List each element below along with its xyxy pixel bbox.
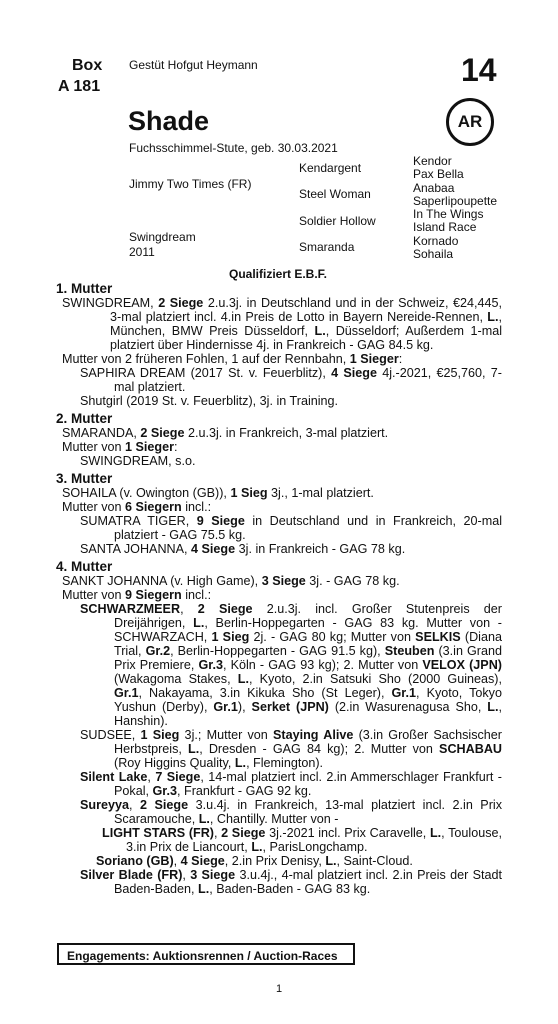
- winners: 1 Sieger: [349, 352, 399, 366]
- breeder-name: Gestüt Hofgut Heymann: [129, 58, 258, 72]
- horse-name: Soriano (GB): [96, 854, 174, 868]
- text: , Baden-Baden - GAG 83 kg.: [209, 882, 371, 896]
- text: ),: [237, 700, 252, 714]
- produce-shutgirl: Shutgirl (2019 St. v. Feuerblitz), 3j. in Training.: [80, 394, 339, 408]
- text: , Kyoto, 2.in Satsuki Sho (2000 Guineas),: [248, 672, 502, 686]
- text: , Flemington).: [246, 756, 324, 770]
- horse-name: Silent Lake: [80, 770, 148, 784]
- text: SOHAILA (v. Owington (GB)),: [62, 486, 231, 500]
- pedigree-dam: Swingdream: [129, 230, 196, 244]
- horse-name: Serket (JPN): [251, 700, 329, 714]
- pedigree-sire-dam: Steel Woman: [299, 187, 371, 201]
- text: 4j.-2021, €25,760, 7-mal platziert.: [114, 366, 502, 394]
- text: incl.:: [181, 500, 212, 514]
- listed-mark: L.: [237, 672, 249, 686]
- listed-mark: L.: [487, 700, 499, 714]
- engagements-box: Engagements: Auktionsrennen / Auction-Races: [57, 943, 355, 965]
- pedigree-gen3-5: In The Wings: [413, 207, 484, 221]
- text: 3j.-2021 incl. Prix Caravelle,: [265, 826, 430, 840]
- wins: 9 Siege: [196, 514, 245, 528]
- produce-schwarzmeer: [56, 602, 502, 728]
- group-mark: Gr.1: [213, 700, 238, 714]
- qualification: Qualifiziert E.B.F.: [229, 267, 328, 281]
- text: , München, BMW Preis Düsseldorf,: [110, 310, 502, 338]
- wins: 2 Siege: [197, 602, 253, 616]
- text: , Chantilly. Mutter von -: [209, 812, 339, 826]
- wins: 1 Sieg: [140, 728, 180, 742]
- text: , Berlin-Hoppegarten - GAG 91.5 kg),: [170, 644, 385, 658]
- text: ,: [129, 798, 140, 812]
- text: , Toulouse, 3.in Prix de Liancourt,: [126, 826, 503, 854]
- group-mark: Gr.1: [114, 686, 139, 700]
- listed-mark: L.: [198, 812, 210, 826]
- text: ,: [180, 602, 198, 616]
- first-dam-record: [56, 296, 502, 352]
- pedigree-gen3-2: Pax Bella: [413, 167, 464, 181]
- produce-santa-johanna: [56, 542, 502, 556]
- text: ,: [214, 826, 222, 840]
- text: incl.:: [181, 588, 212, 602]
- listed-mark: L.: [198, 882, 210, 896]
- text: , Frankfurt - GAG 92 kg.: [177, 784, 312, 798]
- pedigree-dam-dam: Smaranda: [299, 240, 355, 254]
- horse-name: Sureyya: [80, 798, 130, 812]
- wins: 1 Sieg: [230, 486, 268, 500]
- text: , 2.in Prix Denisy,: [224, 854, 326, 868]
- text: (3.in Grand Prix Premiere,: [114, 644, 502, 672]
- text: 3j.; Mutter von: [179, 728, 274, 742]
- text: ,: [173, 854, 181, 868]
- second-dam-record: [56, 426, 502, 440]
- listed-mark: L.: [234, 756, 247, 770]
- section-heading-1: 1. Mutter: [56, 281, 113, 296]
- text: SUDSEE,: [80, 728, 141, 742]
- wins: 4 Siege: [180, 854, 225, 868]
- page-number: 1: [276, 983, 283, 995]
- pedigree-sire-sire: Kendargent: [299, 161, 362, 175]
- section-heading-2: 2. Mutter: [56, 411, 113, 426]
- wins: 3 Siege: [261, 574, 306, 588]
- wins: 2 Siege: [140, 798, 189, 812]
- text: 3j., 1-mal platziert.: [267, 486, 374, 500]
- lot-number: 14: [461, 52, 497, 88]
- text: 3j. in Frankreich - GAG 78 kg.: [235, 542, 406, 556]
- pedigree-dam-year: 2011: [129, 245, 155, 259]
- text: SUMATRA TIGER,: [80, 514, 197, 528]
- listed-mark: L.: [325, 854, 337, 868]
- ar-badge: AR: [446, 98, 494, 146]
- text: , 14-mal platziert incl. 2.in Ammerschlager Frankfurt - Pokal,: [114, 770, 503, 798]
- group-mark: Gr.2: [145, 644, 171, 658]
- produce-silver-blade: [56, 868, 502, 896]
- third-dam-record: [56, 486, 502, 500]
- text: , Hanshin).: [114, 700, 502, 728]
- pedigree-gen3-7: Kornado: [413, 234, 459, 248]
- text: (2.in Wasurenagusa Sho,: [328, 700, 488, 714]
- horse-name: Staying Alive: [273, 728, 354, 742]
- text: 2j. - GAG 80 kg; Mutter von: [249, 630, 416, 644]
- listed-mark: L.: [487, 310, 499, 324]
- horse-name: Shade: [128, 106, 210, 136]
- pedigree-gen3-3: Anabaa: [413, 181, 455, 195]
- text: Mutter von: [62, 500, 125, 514]
- horse-description: Fuchsschimmel-Stute, geb. 30.03.2021: [129, 141, 338, 155]
- produce-silent-lake: [56, 770, 502, 798]
- horse-name: VELOX (JPN): [422, 658, 502, 672]
- text: , Nakayama, 3.in Kikuka Sho (St Leger),: [138, 686, 392, 700]
- produce-light-stars: [56, 826, 502, 854]
- second-dam-produce-summary: [56, 440, 502, 454]
- produce-sumatra-tiger: [56, 514, 502, 542]
- pedigree-gen3-8: Sohaila: [413, 247, 454, 261]
- listed-mark: L.: [314, 324, 326, 338]
- wins: 7 Siege: [155, 770, 201, 784]
- group-mark: Gr.3: [198, 658, 223, 672]
- group-mark: Gr.3: [152, 784, 178, 798]
- text: 3.u.4j. in Frankreich, 13-mal platziert incl. 2.in Prix Scaramouche,: [114, 798, 502, 826]
- horse-name: SELKIS: [415, 630, 461, 644]
- section-heading-4: 4. Mutter: [56, 559, 113, 574]
- pedigree-gen3-1: Kendor: [413, 154, 452, 168]
- text: Mutter von: [62, 588, 125, 602]
- horse-name: LIGHT STARS (FR): [102, 826, 214, 840]
- text: , Düsseldorf; Außerdem 1-mal platziert über Hindernisse 4j. in Frankreich - GAG 84.5 kg.: [110, 324, 503, 352]
- text: 2.u.3j. incl. Großer Stutenpreis der Dreijährigen,: [114, 602, 503, 630]
- text: ,: [147, 770, 156, 784]
- box-label: Box: [72, 57, 103, 74]
- text: :: [174, 440, 178, 454]
- text: 2.u.3j. in Deutschland und in der Schweiz, €24,445, 3-mal platziert incl. 4.in Preis de Lotto in Bayern Nereide-Rennen,: [110, 296, 503, 324]
- text: , Berlin-Hoppegarten - GAG 83 kg. Mutter von - SCHWARZACH,: [114, 616, 502, 644]
- text: , Kyoto, Tokyo Yushun (Derby),: [114, 686, 502, 714]
- wins: 4 Siege: [191, 542, 236, 556]
- first-dam-produce-summary: [56, 352, 502, 366]
- text: , Saint-Cloud.: [336, 854, 413, 868]
- text: (Wakagoma Stakes,: [114, 672, 238, 686]
- listed-mark: L.: [429, 826, 442, 840]
- pedigree-gen3-4: Saperlipoupette: [413, 194, 498, 208]
- section-heading-3: 3. Mutter: [56, 471, 113, 486]
- wins: 1 Sieg: [211, 630, 250, 644]
- group-mark: Gr.1: [391, 686, 417, 700]
- wins: 4 Siege: [331, 366, 377, 380]
- box-number: A 181: [58, 78, 101, 95]
- text: SANKT JOHANNA (v. High Game),: [62, 574, 262, 588]
- horse-name: Steuben: [384, 644, 435, 658]
- text: 2.u.3j. in Frankreich, 3-mal platziert.: [184, 426, 389, 440]
- winners: 1 Sieger: [125, 440, 175, 454]
- text: (3.in Großer Sachsischer Herbstpreis,: [114, 728, 502, 756]
- horse-name: SCHWARZMEER: [80, 602, 181, 616]
- wins: 2 Siege: [140, 426, 185, 440]
- produce-sudsee: [56, 728, 502, 770]
- wins: 3 Siege: [190, 868, 236, 882]
- text: (Diana Trial,: [114, 630, 502, 658]
- pedigree-dam-sire: Soldier Hollow: [299, 214, 376, 228]
- text: SMARANDA,: [62, 426, 141, 440]
- family-content: [56, 282, 502, 896]
- winners: 6 Siegern: [125, 500, 182, 514]
- pedigree-gen3-6: Island Race: [413, 220, 477, 234]
- listed-mark: L.: [193, 616, 205, 630]
- text: ,: [182, 868, 191, 882]
- fourth-dam-record: [56, 574, 502, 588]
- pedigree-sire: Jimmy Two Times (FR): [129, 177, 252, 191]
- text: SAPHIRA DREAM (2017 St. v. Feuerblitz),: [80, 366, 332, 380]
- text: in Deutschland und in Frankreich, 20-mal platziert - GAG 75.5 kg.: [114, 514, 502, 542]
- produce-soriano: [56, 854, 502, 868]
- text: SANTA JOHANNA,: [80, 542, 192, 556]
- third-dam-produce-summary: [56, 500, 502, 514]
- listed-mark: L.: [188, 742, 200, 756]
- fourth-dam-produce-summary: [56, 588, 502, 602]
- produce-sureyya: [56, 798, 502, 826]
- winners: 9 Siegern: [125, 588, 182, 602]
- text: Mutter von: [62, 440, 125, 454]
- text: SWINGDREAM,: [62, 296, 159, 310]
- text: (Roy Higgins Quality,: [114, 756, 235, 770]
- listed-mark: L.: [251, 840, 263, 854]
- produce-saphira-dream: [56, 366, 502, 394]
- wins: 2 Siege: [221, 826, 266, 840]
- wins: 2 Siege: [158, 296, 204, 310]
- text: , ParisLongchamp.: [262, 840, 368, 854]
- horse-name: SCHABAU: [439, 742, 503, 756]
- text: :: [398, 352, 403, 366]
- text: , Köln - GAG 93 kg); 2. Mutter von: [223, 658, 423, 672]
- text: 3.u.4j., 4-mal platziert incl. 2.in Preis der Stadt Baden-Baden,: [114, 868, 503, 896]
- horse-name: Silver Blade (FR): [80, 868, 183, 882]
- text: 3j. - GAG 78 kg.: [305, 574, 400, 588]
- text: , Dresden - GAG 84 kg); 2. Mutter von: [199, 742, 440, 756]
- produce-swingdream: SWINGDREAM, s.o.: [80, 454, 196, 468]
- text: Mutter von 2 früheren Fohlen, 1 auf der Rennbahn,: [62, 352, 350, 366]
